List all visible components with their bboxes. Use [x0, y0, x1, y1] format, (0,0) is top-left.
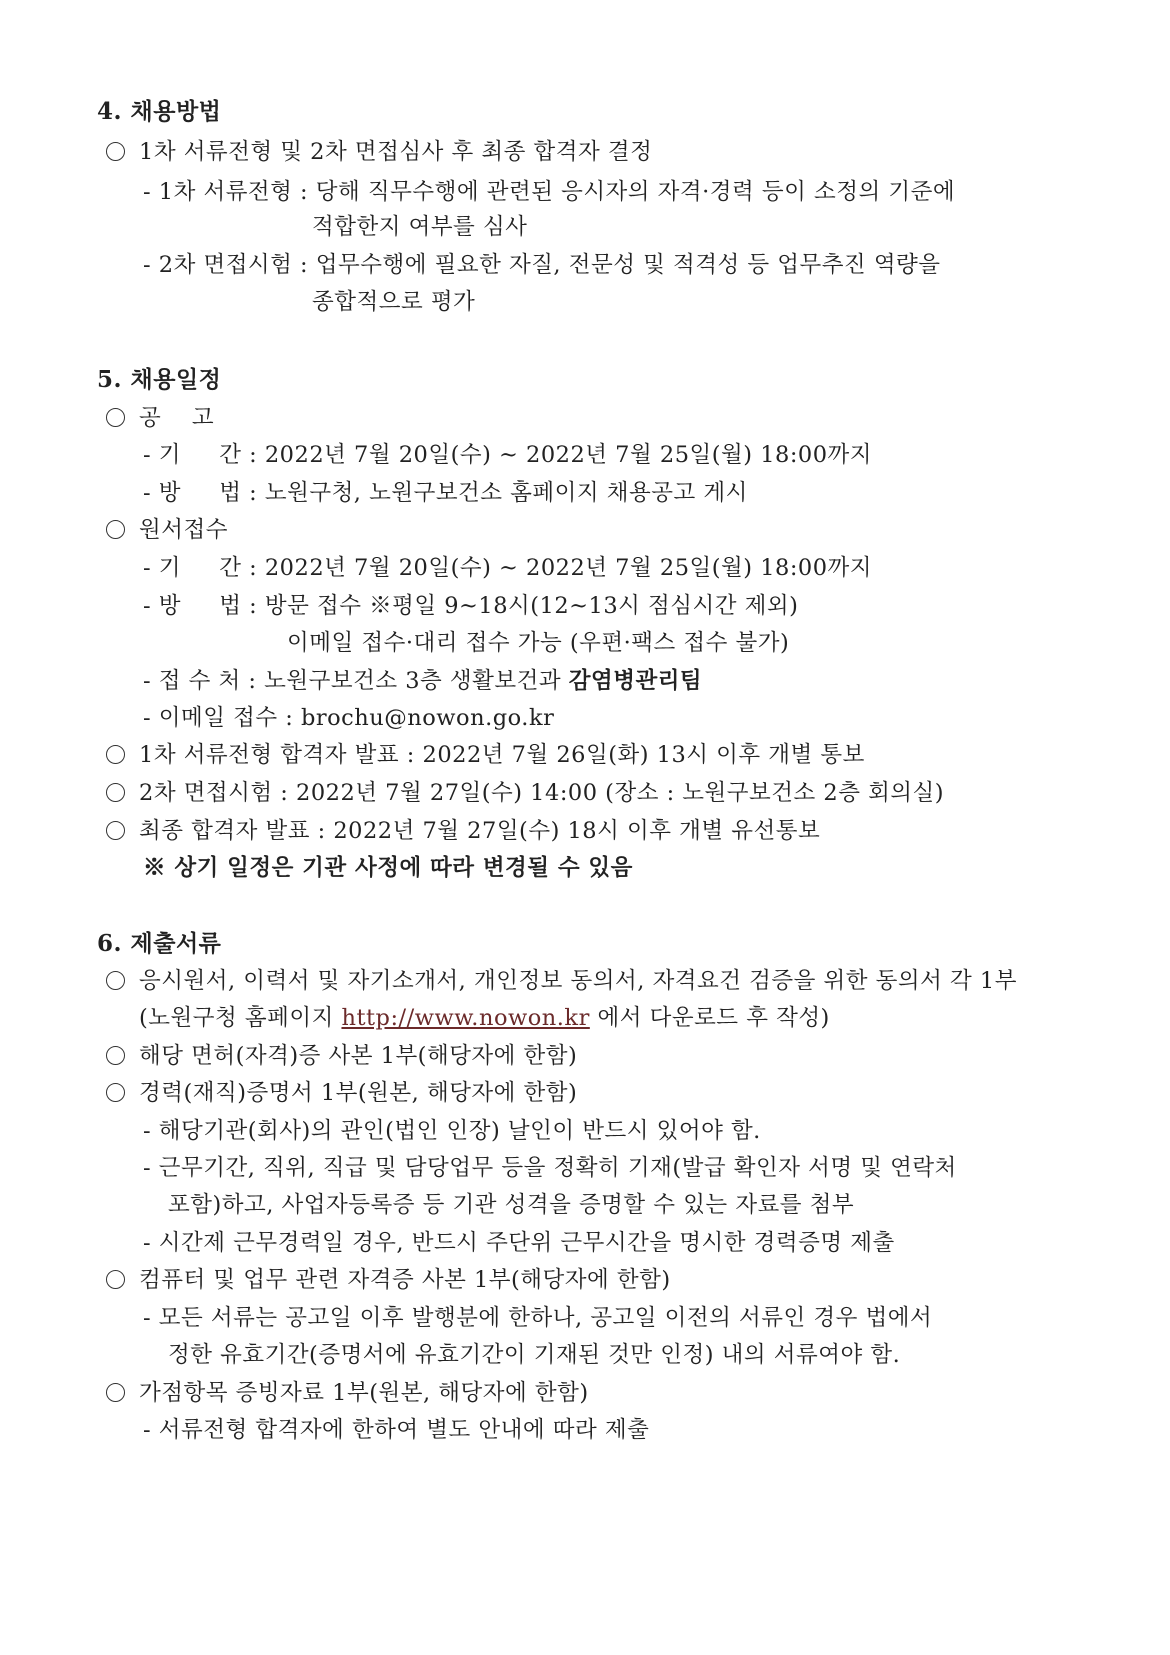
- sub-item-continuation: 포함)하고, 사업자등록증 등 기관 성격을 증명할 수 있는 자료를 첨부: [168, 1192, 855, 1218]
- circle-bullet-icon: [106, 821, 125, 840]
- section-6-heading: 6. 제출서류: [97, 930, 222, 957]
- sub-item: - 방 법 : 노원구청, 노원구보건소 홈페이지 채용공고 게시: [143, 480, 748, 506]
- list-item-continuation: (노원구청 홈페이지 http://www.nowon.kr 에서 다운로드 후 작성): [139, 1005, 830, 1031]
- list-item: [106, 816, 820, 846]
- list-item-text: 최종 합격자 발표 : 2022년 7월 27일(수) 18시 이후 개별 유선통보: [139, 818, 821, 844]
- list-item-text: 1차 서류전형 합격자 발표 : 2022년 7월 26일(화) 13시 이후 개별 통보: [139, 742, 865, 768]
- sub-item-text: - 접 수 처 : 노원구보건소 3층 생활보건과: [143, 668, 569, 694]
- list-item: [106, 515, 228, 545]
- sub-item-continuation: 이메일 접수·대리 접수 가능 (우편·팩스 접수 불가): [287, 630, 790, 656]
- circle-bullet-icon: [106, 142, 125, 161]
- circle-bullet-icon: [106, 408, 125, 427]
- sub-item: - 방 법 : 방문 접수 ※평일 9~18시(12~13시 점심시간 제외): [143, 593, 799, 619]
- list-item-text: 가점항목 증빙자료 1부(원본, 해당자에 한함): [139, 1380, 589, 1406]
- list-item: [106, 778, 944, 808]
- schedule-note: ※ 상기 일정은 기관 사정에 따라 변경될 수 있음: [143, 855, 633, 881]
- homepage-link[interactable]: http://www.nowon.kr: [341, 1005, 590, 1031]
- list-item: [106, 966, 1017, 996]
- list-item-text: 응시원서, 이력서 및 자기소개서, 개인정보 동의서, 자격요건 검증을 위한 동의서 각 1부: [139, 968, 1017, 994]
- list-item-text: 2차 면접시험 : 2022년 7월 27일(수) 14:00 (장소 : 노원구보건소 2층 회의실): [139, 780, 945, 806]
- list-item-text: 원서접수: [139, 517, 228, 543]
- list-item: [106, 137, 652, 167]
- sub-item-continuation: 정한 유효기간(증명서에 유효기간이 기재된 것만 인정) 내의 서류여야 함.: [168, 1342, 901, 1368]
- list-item: [106, 1378, 589, 1408]
- circle-bullet-icon: [106, 971, 125, 990]
- list-item: [106, 740, 865, 770]
- team-name: 감염병관리팀: [568, 668, 703, 694]
- list-item-text: 해당 면허(자격)증 사본 1부(해당자에 한함): [139, 1043, 578, 1069]
- sub-item: - 기 간 : 2022년 7월 20일(수) ~ 2022년 7월 25일(월) 18:00까지: [143, 442, 873, 468]
- section-4-heading: 4. 채용방법: [97, 98, 222, 125]
- circle-bullet-icon: [106, 1083, 125, 1102]
- sub-item: - 기 간 : 2022년 7월 20일(수) ~ 2022년 7월 25일(월) 18:00까지: [143, 555, 873, 581]
- sub-item-continuation: 적합한지 여부를 심사: [312, 214, 528, 240]
- circle-bullet-icon: [106, 1270, 125, 1289]
- sub-item: - 근무기간, 직위, 직급 및 담당업무 등을 정확히 기재(발급 확인자 서명 및 연락처: [143, 1155, 957, 1181]
- section-5-heading: 5. 채용일정: [97, 366, 222, 393]
- circle-bullet-icon: [106, 1383, 125, 1402]
- circle-bullet-icon: [106, 1046, 125, 1065]
- list-item-text: 컴퓨터 및 업무 관련 자격증 사본 1부(해당자에 한함): [139, 1267, 671, 1293]
- list-item: [106, 1078, 577, 1108]
- sub-item: - 1차 서류전형 : 당해 직무수행에 관련된 응시자의 자격·경력 등이 소정의 기준에: [143, 179, 956, 205]
- sub-item: - 모든 서류는 공고일 이후 발행분에 한하나, 공고일 이전의 서류인 경우 법에서: [143, 1305, 933, 1331]
- sub-item: - 해당기관(회사)의 관인(법인 인장) 날인이 반드시 있어야 함.: [143, 1118, 761, 1144]
- sub-item: - 서류전형 합격자에 한하여 별도 안내에 따라 제출: [143, 1417, 650, 1443]
- list-item-text: 경력(재직)증명서 1부(원본, 해당자에 한함): [139, 1080, 578, 1106]
- list-item-text: 공 고: [139, 405, 215, 431]
- list-item: [106, 1041, 577, 1071]
- sub-item: - 이메일 접수 : brochu@nowon.go.kr: [143, 705, 555, 731]
- list-item: [106, 1265, 671, 1295]
- circle-bullet-icon: [106, 745, 125, 764]
- list-item-text: 1차 서류전형 및 2차 면접심사 후 최종 합격자 결정: [139, 139, 653, 165]
- circle-bullet-icon: [106, 520, 125, 539]
- list-item: [106, 403, 214, 433]
- circle-bullet-icon: [106, 783, 125, 802]
- sub-item: - 시간제 근무경력일 경우, 반드시 주단위 근무시간을 명시한 경력증명 제출: [143, 1230, 895, 1256]
- sub-item: [143, 666, 702, 696]
- sub-item-continuation: 종합적으로 평가: [312, 289, 476, 315]
- sub-item: - 2차 면접시험 : 업무수행에 필요한 자질, 전문성 및 적격성 등 업무추진 역량을: [143, 252, 941, 278]
